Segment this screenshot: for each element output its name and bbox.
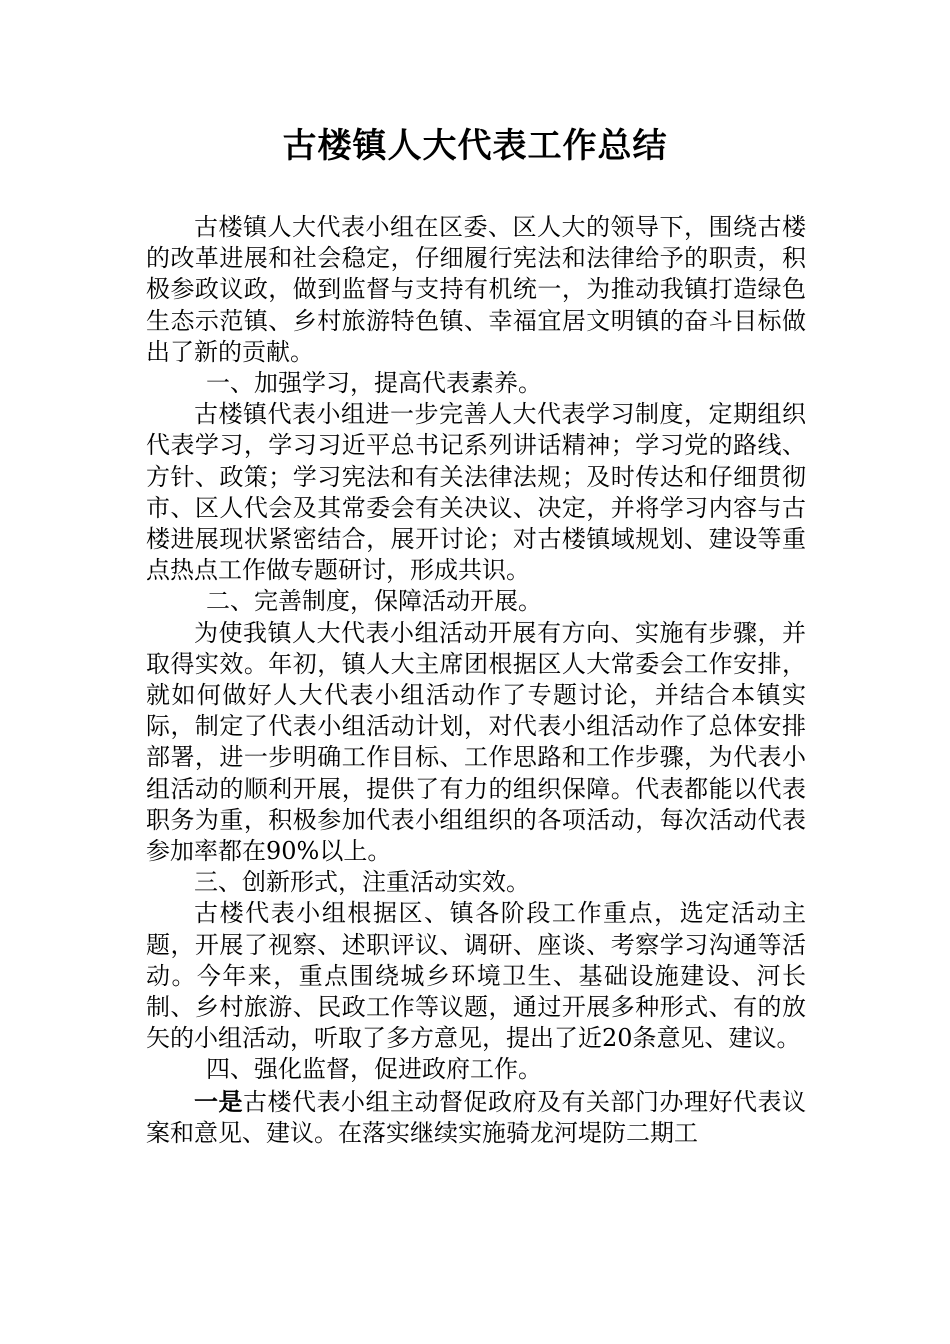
lead-bold-text: 一是 xyxy=(194,1086,243,1116)
section-paragraph-4 xyxy=(146,1086,806,1149)
section-heading-4: 四、强化监督，促进政府工作。 xyxy=(206,1055,542,1084)
section-paragraph-3: 古楼代表小组根据区、镇各阶段工作重点，选定活动主题，开展了视察、述职评议、调研、座谈、考察学习沟通等活动。今年来，重点围绕城乡环境卫生、基础设施建设、河长制、乡村旅游、民政工作等议题，通过开展多种形式、有的放矢的小组活动，听取了多方意见，提出了近20条意见、建议。 xyxy=(146,899,806,1053)
section-heading-3: 三、创新形式，注重活动实效。 xyxy=(194,868,530,897)
section-paragraph-2: 为使我镇人大代表小组活动开展有方向、实施有步骤，并取得实效。年初，镇人大主席团根据区人大常委会工作安排，就如何做好人大代表小组活动作了专题讨论，并结合本镇实际，制定了代表小组活动计划，对代表小组活动作了总体安排部署，进一步明确工作目标、工作思路和工作步骤，为代表小组活动的顺利开展，提供了有力的组织保障。代表都能以代表职务为重，积极参加代表小组组织的各项活动，每次活动代表参加率都在90%以上。 xyxy=(146,618,806,866)
section-paragraph-4-text: 古楼代表小组主动督促政府及有关部门办理好代表议案和意见、建议。在落实继续实施骑龙河堤防二期工 xyxy=(146,1087,806,1147)
intro-paragraph: 古楼镇人大代表小组在区委、区人大的领导下，围绕古楼的改革进展和社会稳定，仔细履行宪法和法律给予的职责，积极参政议政，做到监督与支持有机统一，为推动我镇打造绿色生态示范镇、乡村旅游特色镇、幸福宜居文明镇的奋斗目标做出了新的贡献。 xyxy=(146,213,806,366)
document-title: 古楼镇人大代表工作总结 xyxy=(282,126,668,166)
document-body xyxy=(146,212,806,1149)
section-heading-2: 二、完善制度，保障活动开展。 xyxy=(206,587,542,616)
section-paragraph-1: 古楼镇代表小组进一步完善人大代表学习制度，定期组织代表学习，学习习近平总书记系列讲话精神；学习党的路线、方针、政策；学习宪法和有关法律法规；及时传达和仔细贯彻市、区人代会及其常委会有关决议、决定，并将学习内容与古楼进展现状紧密结合，展开讨论；对古楼镇域规划、建设等重点热点工作做专题研讨，形成共识。 xyxy=(146,400,806,585)
section-heading-1: 一、加强学习，提高代表素养。 xyxy=(206,369,542,398)
